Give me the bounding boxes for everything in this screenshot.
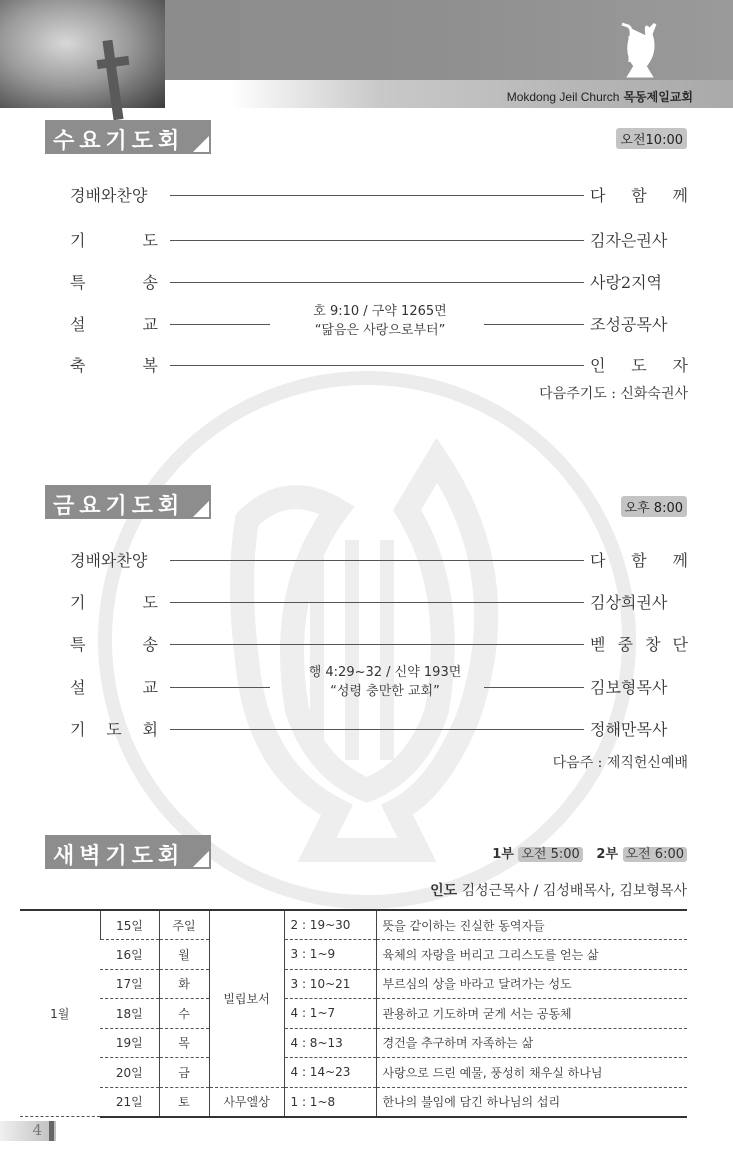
- program-label: [70, 183, 158, 206]
- page-number: 4: [0, 1121, 56, 1141]
- person-text: 께: [672, 186, 688, 205]
- program-row: [70, 717, 688, 741]
- day-cell: 토: [159, 1087, 209, 1117]
- table-row: [20, 1058, 687, 1088]
- date-cell: 21일: [100, 1087, 159, 1117]
- label-char: 교: [142, 678, 158, 697]
- person-text: 벧: [590, 635, 606, 654]
- program-row: [70, 228, 688, 252]
- dawn-times: [492, 843, 687, 862]
- label-char: 경배와찬양: [70, 551, 148, 570]
- program-label: [70, 312, 158, 335]
- date-cell: 18일: [100, 999, 159, 1029]
- reference-cell: 4 : 14~23: [284, 1058, 376, 1088]
- label-char: 설: [70, 678, 86, 697]
- dawn-section-title: [45, 835, 211, 869]
- program-person: [590, 270, 688, 293]
- friday-next-week: 다음주 : 제직헌신예배: [552, 755, 688, 771]
- leader-line: [170, 324, 270, 325]
- label-char: 경배와찬양: [70, 186, 148, 205]
- program-person: [590, 675, 688, 698]
- person-text: 김자은권사: [590, 231, 668, 250]
- day-cell: 수: [159, 999, 209, 1029]
- friday-sermon: [270, 663, 500, 701]
- fold-corner-icon: [193, 136, 209, 152]
- part2-time: 오전 6:00: [623, 847, 687, 862]
- book-cell: 빌립보서: [209, 910, 284, 1087]
- program-label: [70, 717, 158, 740]
- title-cell: 육체의 자랑을 버리고 그리스도를 얻는 삶: [376, 940, 687, 970]
- title-cell: 관용하고 기도하며 굳게 서는 공동체: [376, 999, 687, 1029]
- fold-corner-icon: [193, 851, 209, 867]
- person-text: 단: [672, 635, 688, 654]
- day-cell: 주일: [159, 910, 209, 940]
- part1-time: 오전 5:00: [518, 847, 582, 862]
- wednesday-section-title: [45, 120, 211, 154]
- label-char: 도: [142, 593, 158, 612]
- sermon-title: “성령 충만한 교회”: [330, 684, 440, 699]
- label-char: 설: [70, 315, 86, 334]
- sermon-reference: 행 4:29~32 / 신약 193면: [308, 665, 462, 680]
- leader-line: [170, 729, 584, 730]
- label-char: 기: [70, 231, 86, 250]
- leader-line: [484, 324, 584, 325]
- part1-label: 1부: [492, 847, 514, 862]
- date-cell: 20일: [100, 1058, 159, 1088]
- title-cell: 한나의 불임에 담긴 하나님의 섭리: [376, 1087, 687, 1117]
- person-text: 다: [590, 551, 606, 570]
- label-char: 특: [70, 273, 86, 292]
- program-row: [70, 548, 688, 572]
- label-char: 송: [142, 273, 158, 292]
- label-char: 기: [70, 720, 86, 739]
- table-row: [20, 1087, 687, 1117]
- program-label: [70, 353, 158, 376]
- program-person: [590, 228, 688, 251]
- day-cell: 화: [159, 969, 209, 999]
- program-label: [70, 632, 158, 655]
- title-cell: 뜻을 같이하는 진실한 동역자들: [376, 910, 687, 940]
- wednesday-next-week: 다음주기도 : 신화숙권사: [539, 386, 688, 402]
- label-char: 축: [70, 356, 86, 375]
- program-row: [70, 353, 688, 377]
- friday-title-text: 금요기도회: [53, 494, 185, 519]
- person-text: 사랑2지역: [590, 273, 663, 292]
- praying-hands-photo: [0, 0, 165, 108]
- person-text: 함: [631, 551, 647, 570]
- program-person: [590, 312, 688, 335]
- reference-cell: 4 : 8~13: [284, 1028, 376, 1058]
- fold-corner-icon: [193, 501, 209, 517]
- reference-cell: 1 : 1~8: [284, 1087, 376, 1117]
- date-cell: 16일: [100, 940, 159, 970]
- program-row: [70, 183, 688, 207]
- church-name: [507, 88, 693, 105]
- title-cell: 사랑으로 드린 예물, 풍성히 채우실 하나님: [376, 1058, 687, 1088]
- date-cell: 15일: [100, 910, 159, 940]
- label-char: 복: [142, 356, 158, 375]
- table-row: [20, 940, 687, 970]
- day-cell: 월: [159, 940, 209, 970]
- cross-icon: [102, 40, 123, 121]
- wednesday-sermon: [265, 302, 495, 340]
- church-name-en: Mokdong Jeil Church: [506, 90, 620, 104]
- leader-names: 김성근목사 / 김성배목사, 김보형목사: [461, 883, 687, 899]
- person-text: 인: [590, 356, 606, 375]
- leader-line: [170, 560, 584, 561]
- sermon-reference: 호 9:10 / 구약 1265면: [313, 304, 447, 319]
- person-text: 자: [672, 356, 688, 375]
- person-text: 정해만목사: [590, 720, 668, 739]
- dawn-schedule-table: [20, 909, 687, 1118]
- person-text: 중: [617, 635, 633, 654]
- label-char: 회: [142, 720, 158, 739]
- person-text: 창: [645, 635, 661, 654]
- church-name-ko: 목동제일교회: [623, 90, 693, 104]
- table-row: [20, 969, 687, 999]
- friday-time-badge: 오후 8:00: [621, 496, 687, 517]
- table-row: [20, 999, 687, 1029]
- program-row: [70, 270, 688, 294]
- leader-line: [170, 195, 584, 196]
- title-cell: 부르심의 상을 바라고 달려가는 성도: [376, 969, 687, 999]
- person-text: 께: [672, 551, 688, 570]
- dawn-title-text: 새벽기도회: [53, 844, 185, 869]
- reference-cell: 3 : 10~21: [284, 969, 376, 999]
- book-cell: 사무엘상: [209, 1087, 284, 1117]
- program-label: [70, 548, 158, 571]
- leader-line: [170, 602, 584, 603]
- label-char: 송: [142, 635, 158, 654]
- title-cell: 경건을 추구하며 자족하는 삶: [376, 1028, 687, 1058]
- program-label: [70, 675, 158, 698]
- label-char: 도: [142, 231, 158, 250]
- program-person: [590, 183, 688, 206]
- person-text: 김보형목사: [590, 678, 668, 697]
- program-person: [590, 353, 688, 376]
- program-person: [590, 717, 688, 740]
- dawn-leader: [430, 880, 687, 900]
- person-text: 김상희권사: [590, 593, 668, 612]
- sermon-title: “닮음은 사랑으로부터”: [314, 323, 446, 338]
- leader-line: [170, 644, 584, 645]
- label-char: 교: [142, 315, 158, 334]
- label-char: 특: [70, 635, 86, 654]
- date-cell: 19일: [100, 1028, 159, 1058]
- day-cell: 목: [159, 1028, 209, 1058]
- program-label: [70, 270, 158, 293]
- leader-line: [170, 282, 584, 283]
- label-char: 도: [106, 720, 122, 739]
- leader-line: [170, 240, 584, 241]
- lyre-logo-icon: [612, 20, 668, 80]
- table-row: [20, 1028, 687, 1058]
- day-cell: 금: [159, 1058, 209, 1088]
- program-person: [590, 632, 688, 655]
- reference-cell: 3 : 1~9: [284, 940, 376, 970]
- person-text: 도: [631, 356, 647, 375]
- person-text: 함: [631, 186, 647, 205]
- leader-label: 인도: [430, 883, 458, 899]
- program-person: [590, 590, 688, 613]
- person-text: 다: [590, 186, 606, 205]
- program-person: [590, 548, 688, 571]
- reference-cell: 2 : 19~30: [284, 910, 376, 940]
- person-text: 조성공목사: [590, 315, 668, 334]
- month-cell: 1월: [20, 910, 100, 1117]
- part2-label: 2부: [596, 847, 619, 862]
- reference-cell: 4 : 1~7: [284, 999, 376, 1029]
- friday-section-title: [45, 485, 211, 519]
- program-label: [70, 590, 158, 613]
- date-cell: 17일: [100, 969, 159, 999]
- table-row: [20, 910, 687, 940]
- wednesday-title-text: 수요기도회: [53, 129, 185, 154]
- label-char: 기: [70, 593, 86, 612]
- leader-line: [170, 365, 584, 366]
- program-label: [70, 228, 158, 251]
- leader-line: [170, 687, 270, 688]
- program-row: [70, 632, 688, 656]
- wednesday-time-badge: 오전10:00: [616, 128, 687, 149]
- program-row: [70, 590, 688, 614]
